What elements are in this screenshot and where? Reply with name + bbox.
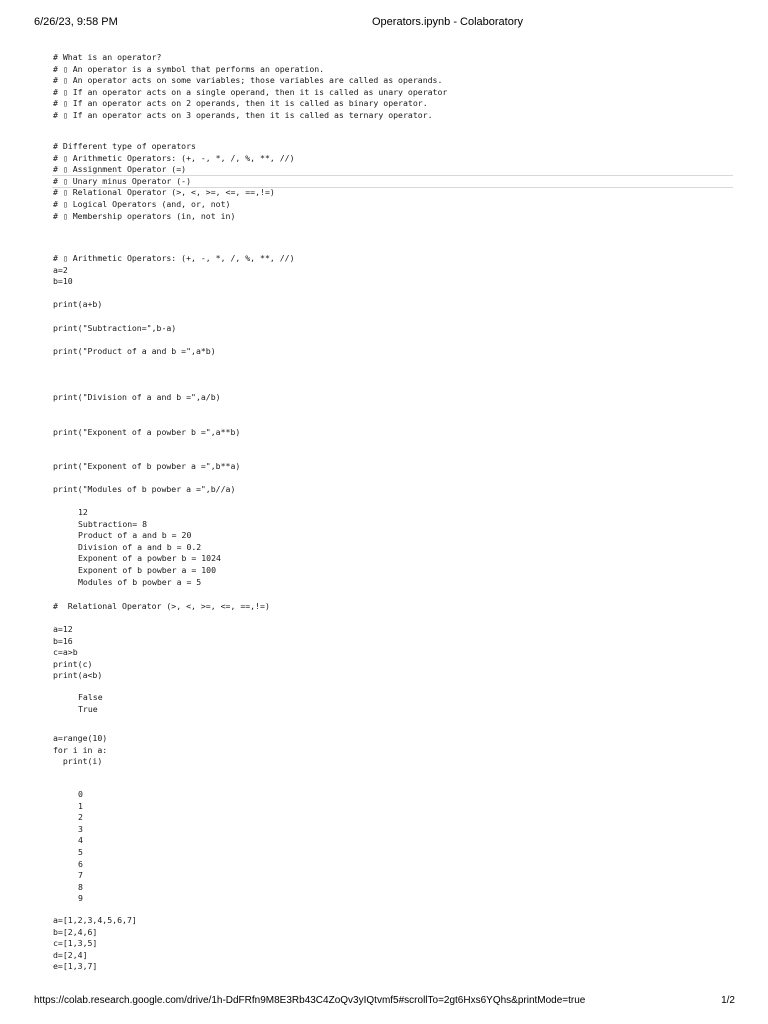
notebook-url: https://colab.research.google.com/drive/1h-DdFRfn9M8E3Rb43C4ZoQv3yIQtvmf5#scrollTo=2gt6Hxs6YQhs&printMode=true: [34, 995, 586, 1006]
cell-code: # Different type of operators # ▯ Arithmetic Operators: (+, -, *, /, %, **, //) # ▯ Assignment Operator (=): [53, 141, 295, 175]
code-cell-arithmetic[interactable]: [53, 253, 733, 357]
code-cell-intro[interactable]: [53, 52, 733, 122]
cell-code: # Relational Operator (>, <, >=, <=, ==,!=): [53, 601, 270, 611]
code-cell-lists[interactable]: [53, 915, 733, 973]
page-number: 1/2: [721, 995, 735, 1006]
cell-code: a=[1,2,3,4,5,6,7] b=[2,4,6] c=[1,3,5] d=[2,4] e=[1,3,7]: [53, 915, 137, 972]
current-line-highlight: [52, 175, 733, 188]
cell-code: print("Exponent of b powber a =",b**a) print("Modules of b powber a =",b//a): [53, 461, 241, 495]
code-cell-arithmetic-exponent-modules[interactable]: [53, 461, 733, 496]
code-cell-arithmetic-division[interactable]: [53, 392, 733, 404]
print-footer: [0, 995, 768, 1011]
code-cell-relational-comment[interactable]: [53, 601, 733, 613]
cell-code: # ▯ Arithmetic Operators: (+, -, *, /, %, **, //) a=2 b=10 print(a+b) print("Subtraction=",b-a) print("Product of a and b =",a*b): [53, 253, 295, 356]
cell-output-arithmetic: 12 Subtraction= 8 Product of a and b = 20 Division of a and b = 0.2 Exponent of a powber b = 1024 Exponent of b powber a = 100 Modules of b powber a = 5: [78, 507, 221, 587]
cell-code: a=12 b=16 c=a>b print(c) print(a<b): [53, 624, 103, 681]
code-cell-relational[interactable]: [53, 624, 733, 682]
notebook-title: Operators.ipynb - Colaboratory: [372, 16, 524, 28]
cell-output-relational: False True: [78, 692, 103, 714]
code-cell-arithmetic-exponent[interactable]: [53, 427, 733, 439]
cell-code: # What is an operator? # ▯ An operator is a symbol that performs an operation. # ▯ An operator acts on some variables; those variables are called as operands. # ▯ If an operator acts on a single operand, then it is called as unary operator # ▯ If an operator acts on 2 operands, then it is called as binary operator. # ▯ If an operator acts on 3 operands, then it is called as ternary operator.: [53, 52, 448, 120]
cell-output-range: 0 1 2 3 4 5 6 7 8 9: [78, 789, 83, 904]
cell-code-current-line: # ▯ Unary minus Operator (-): [53, 175, 192, 186]
cell-code: print("Division of a and b =",a/b): [53, 392, 221, 402]
cell-code: print("Exponent of a powber b =",a**b): [53, 427, 241, 437]
cell-code: # ▯ Relational Operator (>, <, >=, <=, ==,!=) # ▯ Logical Operators (and, or, not) # ▯ Membership operators (in, not in): [53, 187, 275, 221]
code-cell-range[interactable]: [53, 733, 733, 768]
cell-code: a=range(10) for i in a: print(i): [53, 733, 108, 767]
print-datetime: 6/26/23, 9:58 PM: [34, 16, 118, 28]
